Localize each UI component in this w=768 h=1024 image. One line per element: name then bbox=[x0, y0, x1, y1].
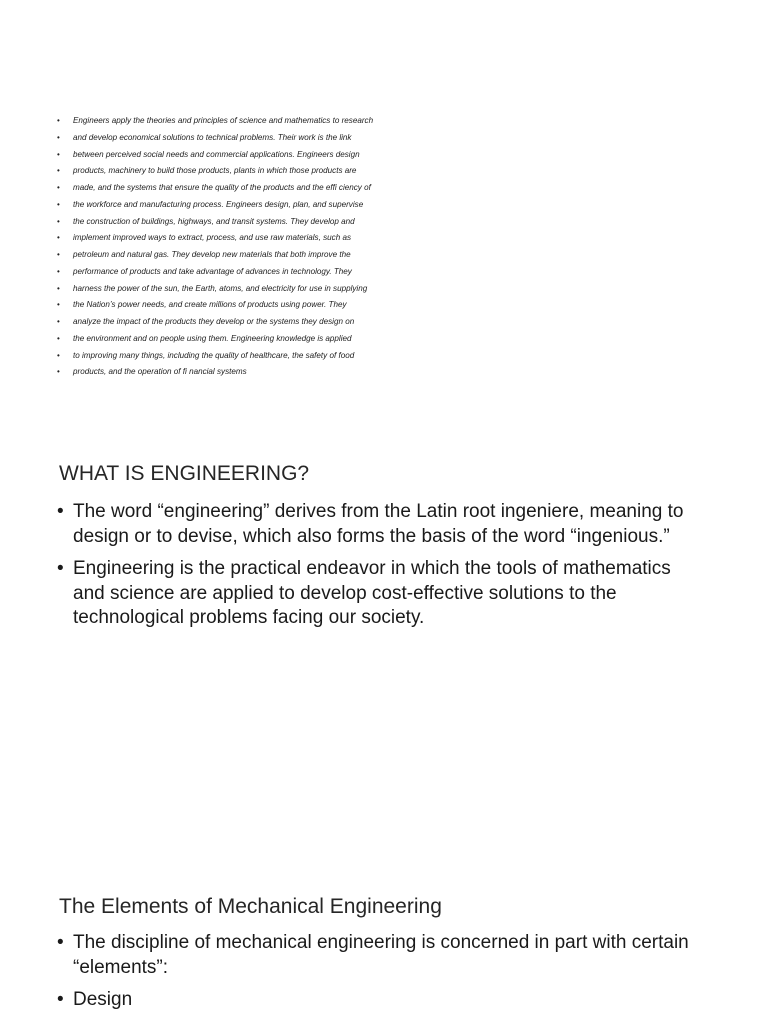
list-item-text: products, and the operation of fi nancial systems bbox=[73, 367, 247, 377]
list-item-text: analyze the impact of the products they develop or the systems they design on bbox=[73, 317, 355, 326]
list-item-text: performance of products and take advantage of advances in technology. They bbox=[73, 266, 352, 276]
list-item bbox=[57, 163, 373, 180]
list-item bbox=[57, 281, 373, 298]
list-item bbox=[57, 931, 697, 980]
bullet-marker: • bbox=[57, 350, 60, 360]
list-item-text: The discipline of mechanical engineering is concerned in part with certain “elements”: bbox=[73, 932, 689, 978]
list-item bbox=[57, 147, 373, 164]
list-item-text: to improving many things, including the quality of healthcare, the safety of food bbox=[73, 350, 355, 360]
list-item-text: Design bbox=[73, 989, 133, 1010]
list-item bbox=[57, 364, 373, 381]
bullet-marker: • bbox=[57, 501, 64, 522]
list-item-text: the construction of buildings, highways, and transit systems. They develop and bbox=[73, 216, 355, 226]
list-item-text: The word “engineering” derives from the Latin root ingeniere, meaning to design or to devise, which also forms the basis of the word “ingenious.” bbox=[73, 501, 684, 547]
bullet-marker: • bbox=[57, 283, 60, 293]
list-item-text: implement improved ways to extract, process, and use raw materials, such as bbox=[73, 233, 351, 243]
list-item-text: petroleum and natural gas. They develop new materials that both improve the bbox=[73, 250, 351, 259]
list-item-text: between perceived social needs and commercial applications. Engineers design bbox=[73, 149, 360, 159]
list-item bbox=[57, 230, 373, 247]
list-item bbox=[57, 214, 373, 231]
list-item bbox=[57, 130, 373, 147]
list-item bbox=[57, 264, 373, 281]
bullet-marker: • bbox=[57, 558, 64, 579]
bullet-marker: • bbox=[57, 932, 64, 953]
bullet-marker: • bbox=[57, 183, 60, 192]
bullet-marker: • bbox=[57, 367, 60, 377]
bullet-marker: • bbox=[57, 233, 60, 243]
elements-bullet-list bbox=[57, 931, 697, 1021]
list-item-text: made, and the systems that ensure the quality of the products and the effi ciency of bbox=[73, 183, 371, 192]
list-item-text: the environment and on people using them. Engineering knowledge is applied bbox=[73, 333, 352, 343]
list-item bbox=[57, 113, 373, 130]
list-item-text: the Nation’s power needs, and create millions of products using power. They bbox=[73, 300, 347, 310]
slide-title: The Elements of Mechanical Engineering bbox=[59, 895, 442, 918]
list-item bbox=[57, 500, 697, 549]
slide-1 bbox=[0, 0, 768, 432]
bullet-marker: • bbox=[57, 317, 60, 326]
bullet-marker: • bbox=[57, 989, 64, 1010]
bullet-marker: • bbox=[57, 116, 60, 125]
list-item bbox=[57, 988, 697, 1013]
list-item-text: Engineers apply the theories and principles of science and mathematics to research bbox=[73, 116, 374, 125]
bullet-marker: • bbox=[57, 300, 60, 310]
list-item bbox=[57, 557, 697, 631]
list-item-text: harness the power of the sun, the Earth, atoms, and electricity for use in supplying bbox=[73, 283, 368, 293]
bullet-marker: • bbox=[57, 216, 60, 226]
list-item bbox=[57, 314, 373, 331]
bullet-marker: • bbox=[57, 132, 60, 142]
bullet-marker: • bbox=[57, 149, 60, 159]
slide-3 bbox=[0, 862, 768, 1024]
list-item-text: and develop economical solutions to technical problems. Their work is the link bbox=[73, 132, 352, 142]
list-item-text: Engineering is the practical endeavor in which the tools of mathematics and science are applied to develop cost-effective solutions to the technological problems facing our society. bbox=[73, 558, 671, 628]
list-item bbox=[57, 247, 373, 264]
definition-bullet-list bbox=[57, 500, 697, 639]
bullet-marker: • bbox=[57, 199, 60, 209]
slide-title: WHAT IS ENGINEERING? bbox=[59, 462, 310, 485]
bullet-marker: • bbox=[57, 250, 60, 259]
engineers-bullet-list bbox=[57, 113, 373, 381]
bullet-marker: • bbox=[57, 166, 60, 176]
list-item-text: products, machinery to build those products, plants in which those products are bbox=[73, 166, 357, 176]
list-item bbox=[57, 197, 373, 214]
list-item bbox=[57, 180, 373, 197]
bullet-marker: • bbox=[57, 266, 60, 276]
list-item bbox=[57, 297, 373, 314]
list-item bbox=[57, 331, 373, 348]
bullet-marker: • bbox=[57, 333, 60, 343]
list-item bbox=[57, 348, 373, 365]
list-item-text: the workforce and manufacturing process. Engineers design, plan, and supervise bbox=[73, 199, 364, 209]
slide-2 bbox=[0, 432, 768, 862]
